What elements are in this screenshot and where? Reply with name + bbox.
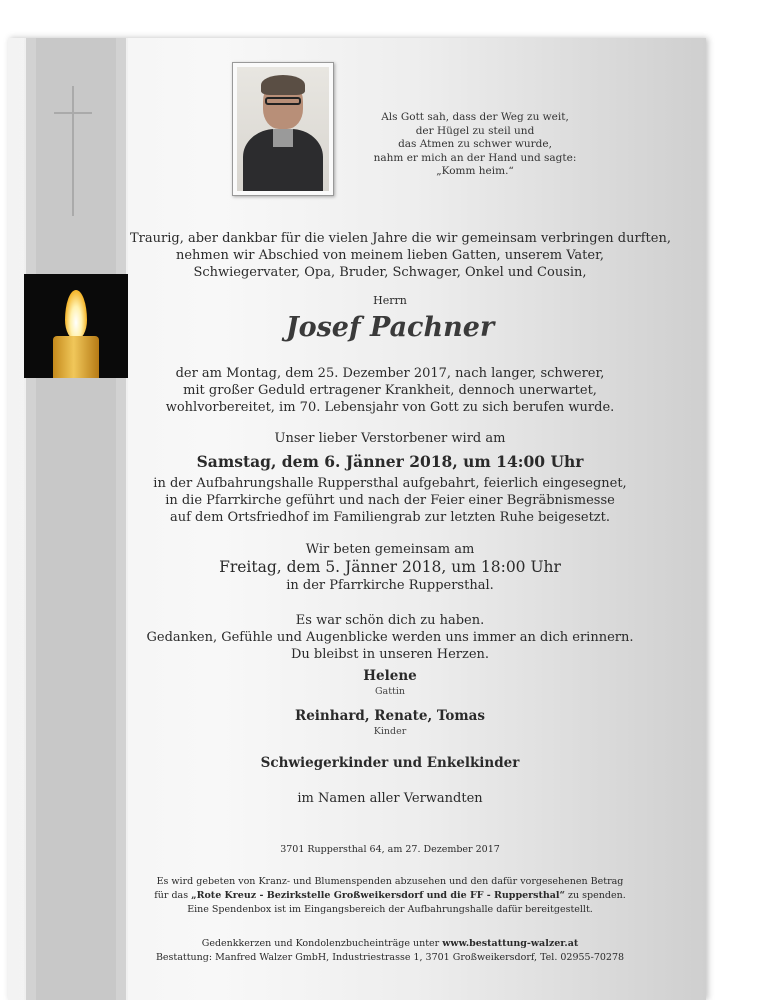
- website-link[interactable]: www.bestattung-walzer.at: [442, 938, 579, 949]
- intro-line: nehmen wir Abschied von meinem lieben Gatten, unserem Vater,: [175, 248, 605, 263]
- deceased-name: Josef Pachner: [285, 312, 495, 343]
- funeral-intro: Unser lieber Verstorbener wird am: [274, 431, 506, 446]
- place-date: 3701 Ruppersthal 64, am 27. Dezember 2017: [280, 844, 500, 855]
- donation-line: [130, 889, 650, 902]
- farewell-line: Es war schön dich zu haben.: [295, 613, 485, 628]
- candle-body: [53, 336, 99, 378]
- poem-line: das Atmen zu schwer wurde,: [398, 138, 552, 151]
- death-text-line: der am Montag, dem 25. Dezember 2017, nach langer, schwerer,: [175, 366, 605, 381]
- relatives: im Namen aller Verwandten: [297, 791, 483, 806]
- mourner-role: Gattin: [374, 686, 406, 697]
- side-stripe: [24, 38, 128, 1000]
- cross-icon: [72, 86, 74, 216]
- poem-line: Als Gott sah, dass der Weg zu weit,: [381, 111, 569, 123]
- mourner-role: Kinder: [373, 726, 407, 737]
- donation-line: Es wird gebeten von Kranz- und Blumenspenden abzusehen und den dafür vorgesehenen Betrag: [156, 876, 624, 887]
- mourner-name: Helene: [363, 668, 417, 684]
- salutation: Herrn: [373, 294, 407, 307]
- funeral-date: Samstag, dem 6. Jänner 2018, um 14:00 Uhr: [196, 452, 584, 471]
- footer-line: Bestattung: Manfred Walzer GmbH, Industriestrasse 1, 3701 Großweikersdorf, Tel. 02955-70278: [155, 952, 625, 963]
- cross-icon-bar: [54, 112, 92, 114]
- funeral-text-line: auf dem Ortsfriedhof im Familiengrab zur letzten Ruhe beigesetzt.: [169, 510, 611, 525]
- funeral-text-line: in der Aufbahrungshalle Ruppersthal aufgebahrt, feierlich eingesegnet,: [153, 476, 627, 491]
- donation-text: für das: [154, 890, 192, 901]
- poem-line: der Hügel zu steil und: [415, 124, 535, 137]
- farewell-line: Gedanken, Gefühle und Augenblicke werden uns immer an dich erinnern.: [146, 630, 634, 645]
- candle-flame-icon: [65, 290, 87, 340]
- portrait-photo: [232, 62, 334, 196]
- prayer-date: Freitag, dem 5. Jänner 2018, um 18:00 Uhr: [219, 558, 561, 576]
- footer-text: Gedenkkerzen und Kondolenzbucheinträge unter: [201, 938, 443, 949]
- donation-recipient: „Rote Kreuz - Bezirkstelle Großweikersdorf und die FF - Ruppersthal“: [191, 890, 566, 901]
- prayer-place: in der Pfarrkirche Ruppersthal.: [286, 578, 494, 593]
- poem-line: „Komm heim.“: [436, 165, 514, 178]
- donation-text: zu spenden.: [565, 890, 626, 901]
- death-text-line: wohlvorbereitet, im 70. Lebensjahr von Gott zu sich berufen wurde.: [165, 400, 615, 415]
- intro-line: Schwiegervater, Opa, Bruder, Schwager, Onkel und Cousin,: [193, 265, 587, 280]
- mourner-name: Reinhard, Renate, Tomas: [295, 708, 485, 724]
- poem: [370, 111, 580, 179]
- in-laws: Schwiegerkinder und Enkelkinder: [260, 755, 520, 771]
- candle-image: [24, 274, 128, 378]
- donation-line: Eine Spendenbox ist im Eingangsbereich der Aufbahrungshalle dafür bereitgestellt.: [187, 904, 593, 915]
- poem-line: nahm er mich an der Hand und sagte:: [373, 151, 577, 164]
- prayer-intro: Wir beten gemeinsam am: [305, 542, 475, 557]
- intro-line: Traurig, aber dankbar für die vielen Jahre die wir gemeinsam verbringen durften,: [130, 231, 671, 246]
- death-text-line: mit großer Geduld ertragener Krankheit, dennoch unerwartet,: [183, 383, 597, 398]
- footer-line: [130, 937, 650, 950]
- funeral-text-line: in die Pfarrkirche geführt und nach der Feier einer Begräbnismesse: [165, 493, 615, 508]
- farewell-line: Du bleibst in unseren Herzen.: [290, 647, 490, 662]
